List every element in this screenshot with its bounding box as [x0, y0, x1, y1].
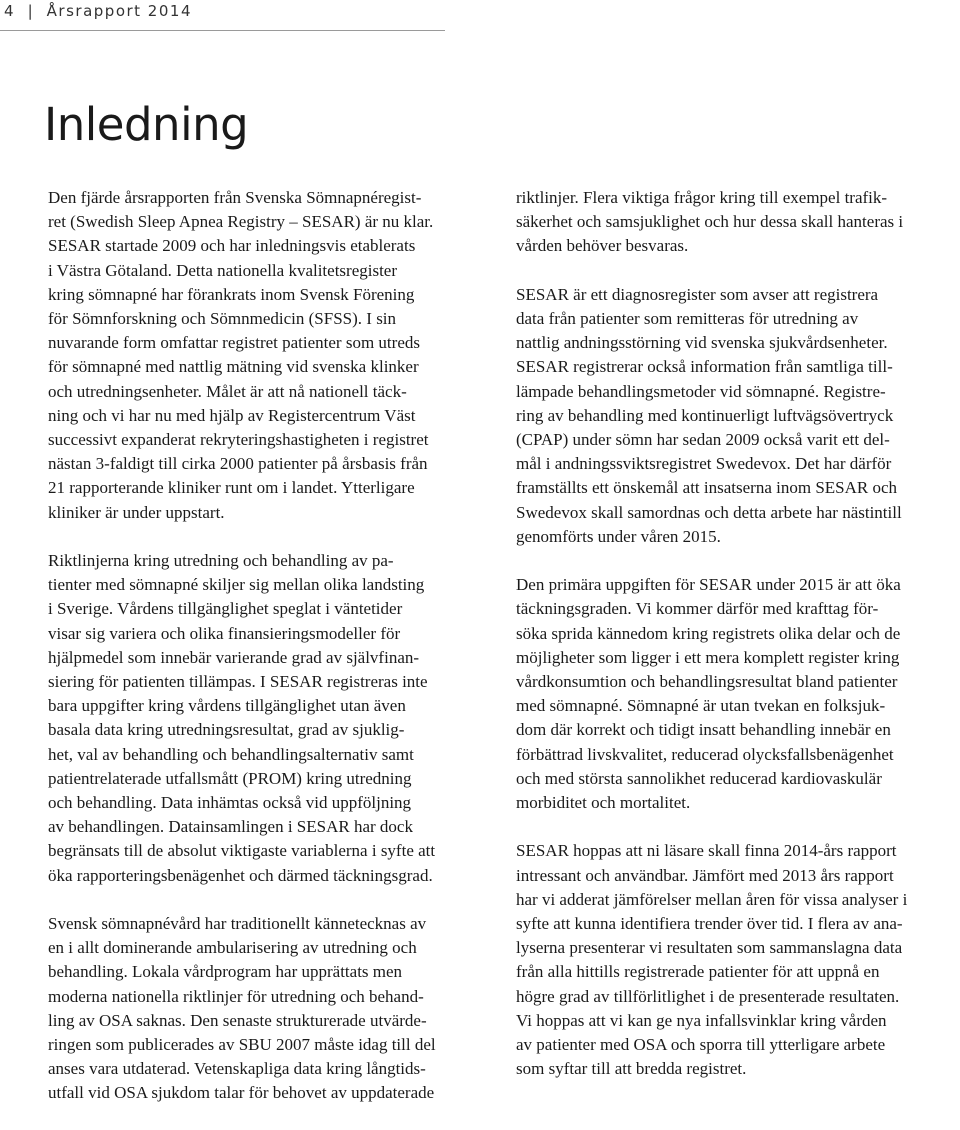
text-line: av behandlingen. Datainsamlingen i SESAR har dock [48, 817, 413, 837]
text-line: dom där korrekt och tidigt insatt behandling innebär en [516, 720, 891, 740]
text-line: och med största sannolikhet reducerad kardiovaskulär [516, 768, 882, 788]
page-title: Inledning [44, 98, 249, 151]
right-column [516, 186, 956, 1106]
text-line: Riktlinjerna kring utredning och behandling av pa- [48, 551, 394, 571]
text-line: täckningsgraden. Vi kommer därför med krafttag för- [516, 599, 879, 619]
text-line: moderna nationella riktlinjer för utredning och behand- [48, 986, 424, 1006]
text-line: med sömnapné. Sömnapné är utan tvekan en folksjuk- [516, 696, 886, 716]
text-line: anses vara utdaterad. Vetenskapliga data kring långtids- [48, 1059, 426, 1079]
text-line: Vi hoppas att vi kan ge nya infallsvinklar kring vården [516, 1010, 887, 1030]
text-line: säkerhet och samsjuklighet och hur dessa skall hanteras i [516, 212, 904, 232]
text-line: Svensk sömnapnévård har traditionellt kännetecknas av [48, 914, 427, 934]
text-line: och utredningsenheter. Målet är att nå nationell täck- [48, 381, 407, 401]
text-line: patientrelaterade utfallsmått (PROM) kring utredning [48, 768, 412, 788]
paragraph [516, 839, 956, 1081]
text-line: som syftar till att bredda registret. [516, 1059, 747, 1079]
text-line: framställts ett önskemål att insatserna inom SESAR och [516, 478, 898, 498]
text-line: högre grad av tillförlitlighet i de presenterade resultaten. [516, 986, 900, 1006]
text-line: av patienter med OSA och sporra till ytterligare arbete [516, 1035, 886, 1055]
paragraph [516, 573, 956, 815]
text-line: ret (Swedish Sleep Apnea Registry – SESAR) är nu klar. [48, 212, 434, 232]
text-line: SESAR hoppas att ni läsare skall finna 2014-års rapport [516, 841, 897, 861]
text-line: genomförts under våren 2015. [516, 526, 721, 546]
text-line: data från patienter som remitteras för utredning av [516, 309, 859, 328]
text-line: SESAR är ett diagnosregister som avser att registrera [516, 284, 879, 304]
text-line: successivt expanderat rekryteringshastigheten i registret [48, 430, 429, 450]
text-line: intressant och användbar. Jämfört med 2013 års rapport [516, 865, 894, 885]
text-line: behandling. Lokala vårdprogram har upprättats men [48, 962, 403, 982]
paragraph [516, 186, 956, 259]
text-line: SESAR registrerar också information från samtliga till- [516, 357, 893, 377]
text-line: Den fjärde årsrapporten från Svenska Sömnapnéregist- [48, 188, 422, 207]
paragraph [48, 549, 488, 888]
text-line: i Sverige. Vårdens tillgänglighet speglat i väntetider [48, 599, 403, 619]
text-line: ling av OSA saknas. Den senaste strukturerade utvärde- [48, 1010, 427, 1030]
text-line: vården behöver besvaras. [516, 236, 689, 256]
text-line: öka rapporteringsbenägenhet och därmed täckningsgrad. [48, 865, 433, 885]
text-line: tienter med sömnapné skiljer sig mellan olika landsting [48, 575, 425, 595]
text-line: morbiditet och mortalitet. [516, 793, 691, 813]
text-line: (CPAP) under sömn har sedan 2009 också varit ett del- [516, 430, 890, 450]
text-line: i Västra Götaland. Detta nationella kvalitetsregister [48, 260, 398, 280]
text-line: för sömnapné med nattlig mätning vid svenska klinker [48, 357, 419, 377]
paragraph [48, 912, 488, 1106]
page-number-label: 4 | Årsrapport 2014 [4, 2, 192, 20]
text-line: kring sömnapné har förankrats inom Svensk Förening [48, 284, 415, 304]
text-line: möjligheter som ligger i ett mera komplett register kring [516, 647, 900, 667]
text-line: lyserna presenterar vi resultaten som sammanslagna data [516, 938, 903, 958]
text-line: Swedevox skall samordnas och detta arbete har nästintill [516, 502, 902, 522]
text-line: riktlinjer. Flera viktiga frågor kring till exempel trafik- [516, 188, 888, 207]
page-header [0, 0, 445, 31]
text-line: siering för patienten tillämpas. I SESAR registreras inte [48, 672, 428, 692]
text-line: har vi adderat jämförelser mellan åren för vissa analyser i [516, 889, 908, 909]
text-line: vårdkonsumtion och behandlingsresultat bland patienter [516, 672, 898, 692]
text-line: förbättrad livskvalitet, reducerad olycksfallsbenägenhet [516, 744, 894, 764]
text-line: 21 rapporterande kliniker runt om i landet. Ytterligare [48, 478, 415, 498]
text-line: het, val av behandling och behandlingsalternativ samt [48, 744, 414, 764]
text-line: och behandling. Data inhämtas också vid uppföljning [48, 793, 412, 813]
text-line: söka sprida kännedom kring registrets olika delar och de [516, 623, 901, 643]
text-line: nattlig andningsstörning vid svenska sjukvårdsenheter. [516, 333, 888, 353]
paragraph [48, 186, 488, 525]
text-line: en i allt dominerande ambularisering av utredning och [48, 938, 417, 958]
text-line: begränsats till de absolut viktigaste variablerna i syfte att [48, 841, 436, 861]
text-line: kliniker är under uppstart. [48, 502, 225, 522]
text-line: SESAR startade 2009 och har inledningsvis etablerats [48, 236, 416, 256]
text-line: utfall vid OSA sjukdom talar för behovet av uppdaterade [48, 1083, 435, 1103]
text-line: hjälpmedel som innebär varierande grad av självfinan- [48, 647, 420, 667]
text-line: för Sömnforskning och Sömnmedicin (SFSS). I sin [48, 309, 397, 329]
text-line: ring av behandling med kontinuerligt luftvägsövertryck [516, 405, 894, 425]
text-line: basala data kring utredningsresultat, grad av sjuklig- [48, 720, 405, 740]
paragraph [516, 283, 956, 549]
text-line: syfte att kunna identifiera trender över tid. I flera av ana- [516, 914, 903, 934]
text-line: mål i andningssviktsregistret Swedevox. Det har därför [516, 454, 892, 474]
text-line: från alla hittills registrerade patienter för att uppnå en [516, 962, 880, 982]
text-line: ning och vi har nu med hjälp av Registercentrum Väst [48, 405, 416, 425]
text-line: visar sig variera och olika finansieringsmodeller för [48, 623, 401, 643]
text-line: Den primära uppgiften för SESAR under 2015 är att öka [516, 575, 901, 595]
text-line: bara uppgifter kring vårdens tillgänglighet utan även [48, 696, 406, 716]
text-line: nuvarande form omfattar registret patienter som utreds [48, 333, 420, 353]
text-line: nästan 3-faldigt till cirka 2000 patienter på årsbasis från [48, 454, 428, 474]
text-line: lämpade behandlingsmetoder vid sömnapné. Registre- [516, 381, 886, 401]
left-column [48, 186, 488, 1130]
text-line: ringen som publicerades av SBU 2007 måste idag till del [48, 1035, 436, 1055]
